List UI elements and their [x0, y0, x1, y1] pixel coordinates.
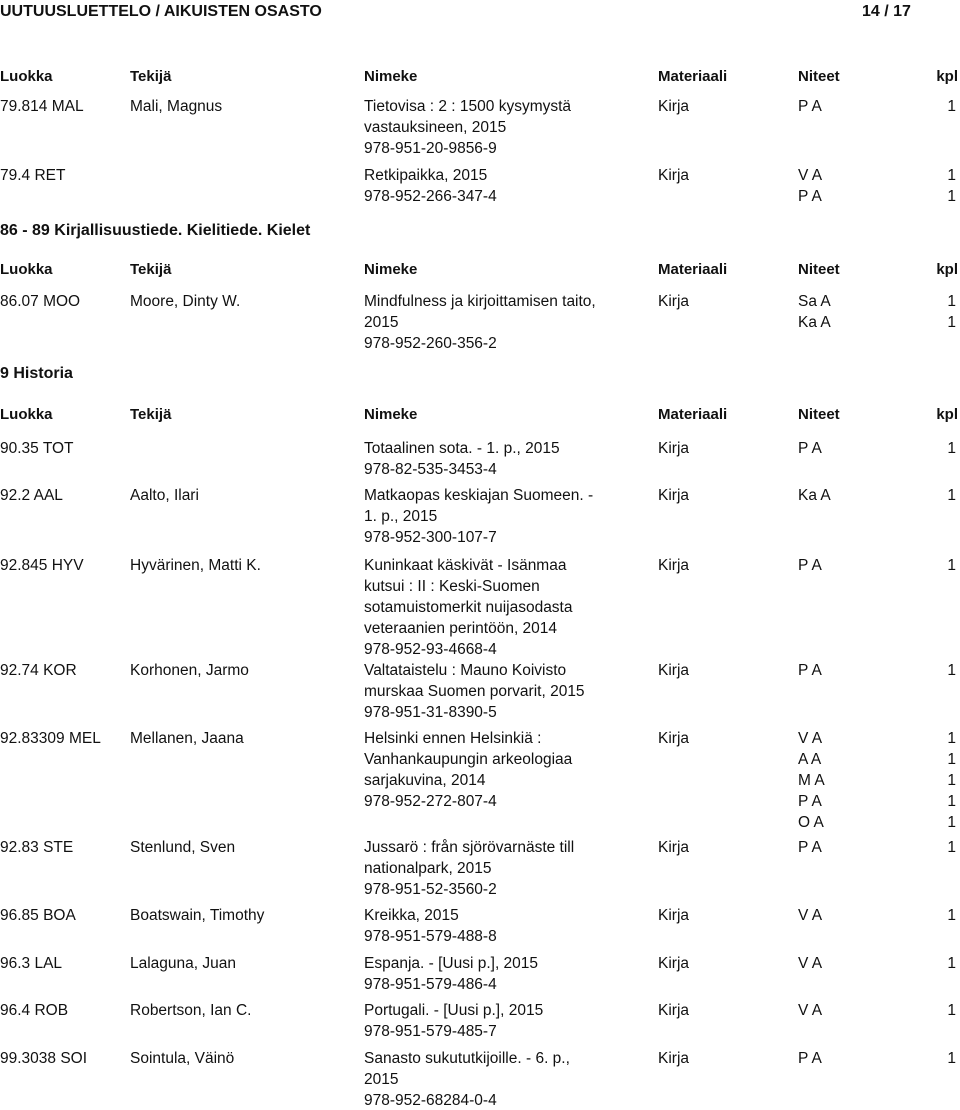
cell-kpl: 1 [947, 751, 956, 768]
cell-materiaali: Kirja [658, 98, 690, 115]
cell-luokka: 92.74 KOR [0, 662, 77, 679]
cell-nimeke-line: Retkipaikka, 2015 [364, 167, 488, 184]
cell-niteet: P A [798, 793, 822, 810]
cell-nimeke-line: 978-952-272-807-4 [364, 793, 497, 810]
cell-nimeke-line: 978-951-579-488-8 [364, 928, 497, 945]
column-header-niteet: Niteet [798, 406, 840, 423]
cell-nimeke-line: 978-951-20-9856-9 [364, 140, 497, 157]
cell-kpl: 1 [947, 188, 956, 205]
cell-nimeke-line: Mindfulness ja kirjoittamisen taito, [364, 293, 596, 310]
column-header-materiaali: Materiaali [658, 261, 728, 278]
cell-materiaali: Kirja [658, 839, 690, 856]
cell-nimeke-line: Kreikka, 2015 [364, 907, 459, 924]
cell-nimeke-line: 978-951-579-486-4 [364, 976, 497, 993]
cell-kpl: 1 [947, 772, 956, 789]
cell-niteet: V A [798, 167, 823, 184]
cell-nimeke-line: 978-952-260-356-2 [364, 335, 497, 352]
cell-materiaali: Kirja [658, 730, 690, 747]
cell-kpl: 1 [947, 557, 956, 574]
cell-tekija: Boatswain, Timothy [130, 907, 265, 924]
cell-nimeke-line: 978-951-52-3560-2 [364, 881, 497, 898]
cell-luokka: 92.845 HYV [0, 557, 84, 574]
column-header-tekija: Tekijä [130, 261, 172, 278]
cell-nimeke-line: sotamuistomerkit nuijasodasta [364, 599, 573, 616]
column-header-luokka: Luokka [0, 406, 53, 423]
column-header-tekija: Tekijä [130, 406, 172, 423]
cell-nimeke-line: 978-952-93-4668-4 [364, 641, 497, 658]
cell-luokka: 92.83 STE [0, 839, 74, 856]
cell-tekija: Hyvärinen, Matti K. [130, 557, 261, 574]
cell-nimeke-line: 2015 [364, 314, 399, 331]
cell-kpl: 1 [947, 730, 956, 747]
cell-kpl: 1 [947, 662, 956, 679]
cell-tekija: Sointula, Väinö [130, 1050, 235, 1067]
cell-tekija: Mellanen, Jaana [130, 730, 244, 747]
cell-nimeke-line: vastauksineen, 2015 [364, 119, 507, 136]
column-header-kpl: kpl [936, 261, 958, 278]
column-header-nimeke: Nimeke [364, 261, 418, 278]
cell-kpl: 1 [947, 487, 956, 504]
cell-nimeke-line: Espanja. - [Uusi p.], 2015 [364, 955, 539, 972]
cell-kpl: 1 [947, 793, 956, 810]
cell-nimeke-line: veteraanien perintöön, 2014 [364, 620, 558, 637]
cell-luokka: 96.85 BOA [0, 907, 76, 924]
cell-nimeke-line: nationalpark, 2015 [364, 860, 492, 877]
cell-niteet: M A [798, 772, 825, 789]
cell-kpl: 1 [947, 955, 956, 972]
cell-nimeke-line: Tietovisa : 2 : 1500 kysymystä [364, 98, 572, 115]
cell-luokka: 79.814 MAL [0, 98, 84, 115]
cell-nimeke-line: 978-951-31-8390-5 [364, 704, 497, 721]
cell-materiaali: Kirja [658, 955, 690, 972]
cell-materiaali: Kirja [658, 1050, 690, 1067]
cell-nimeke-line: Sanasto sukututkijoille. - 6. p., [364, 1050, 570, 1067]
cell-luokka: 92.2 AAL [0, 487, 63, 504]
column-header-nimeke: Nimeke [364, 68, 418, 85]
cell-kpl: 1 [947, 907, 956, 924]
cell-kpl: 1 [947, 167, 956, 184]
cell-nimeke-line: 978-952-300-107-7 [364, 529, 497, 546]
column-header-luokka: Luokka [0, 261, 53, 278]
cell-niteet: Ka A [798, 487, 831, 504]
cell-nimeke-line: Matkaopas keskiajan Suomeen. - [364, 487, 594, 504]
cell-luokka: 99.3038 SOI [0, 1050, 88, 1067]
cell-tekija: Aalto, Ilari [130, 487, 199, 504]
cell-materiaali: Kirja [658, 293, 690, 310]
cell-tekija: Lalaguna, Juan [130, 955, 237, 972]
cell-nimeke-line: 2015 [364, 1071, 399, 1088]
cell-nimeke-line: Valtataistelu : Mauno Koivisto [364, 662, 567, 679]
cell-nimeke-line: 978-82-535-3453-4 [364, 461, 497, 478]
cell-materiaali: Kirja [658, 662, 690, 679]
cell-materiaali: Kirja [658, 557, 690, 574]
cell-niteet: P A [798, 98, 822, 115]
cell-niteet: P A [798, 662, 822, 679]
column-header-niteet: Niteet [798, 68, 840, 85]
cell-niteet: V A [798, 907, 823, 924]
cell-nimeke-line: 1. p., 2015 [364, 508, 438, 525]
cell-kpl: 1 [947, 98, 956, 115]
cell-materiaali: Kirja [658, 440, 690, 457]
cell-luokka: 96.4 ROB [0, 1002, 69, 1019]
cell-nimeke-line: murskaa Suomen porvarit, 2015 [364, 683, 585, 700]
cell-niteet: O A [798, 814, 824, 831]
cell-nimeke-line: Helsinki ennen Helsinkiä : [364, 730, 542, 747]
column-header-materiaali: Materiaali [658, 68, 728, 85]
cell-nimeke-line: Portugali. - [Uusi p.], 2015 [364, 1002, 544, 1019]
column-header-kpl: kpl [936, 406, 958, 423]
cell-niteet: P A [798, 557, 822, 574]
cell-luokka: 79.4 RET [0, 167, 66, 184]
cell-materiaali: Kirja [658, 907, 690, 924]
cell-niteet: P A [798, 1050, 822, 1067]
page-number: 14 / 17 [862, 3, 911, 20]
cell-nimeke-line: sarjakuvina, 2014 [364, 772, 486, 789]
cell-niteet: V A [798, 1002, 823, 1019]
cell-materiaali: Kirja [658, 1002, 690, 1019]
cell-niteet: P A [798, 839, 822, 856]
cell-tekija: Stenlund, Sven [130, 839, 236, 856]
cell-nimeke-line: 978-951-579-485-7 [364, 1023, 497, 1040]
section-heading: 9 Historia [0, 365, 73, 382]
cell-nimeke-line: Kuninkaat käskivät - Isänmaa [364, 557, 567, 574]
cell-niteet: A A [798, 751, 822, 768]
cell-tekija: Mali, Magnus [130, 98, 223, 115]
cell-niteet: Ka A [798, 314, 831, 331]
cell-nimeke-line: Vanhankaupungin arkeologiaa [364, 751, 573, 768]
column-header-luokka: Luokka [0, 68, 53, 85]
section-heading: 86 - 89 Kirjallisuustiede. Kielitiede. Kielet [0, 222, 311, 239]
cell-nimeke-line: kutsui : II : Keski-Suomen [364, 578, 540, 595]
cell-luokka: 86.07 MOO [0, 293, 81, 310]
cell-nimeke-line: 978-952-266-347-4 [364, 188, 497, 205]
cell-kpl: 1 [947, 440, 956, 457]
cell-niteet: V A [798, 730, 823, 747]
column-header-nimeke: Nimeke [364, 406, 418, 423]
cell-tekija: Korhonen, Jarmo [130, 662, 249, 679]
cell-nimeke-line: Jussarö : från sjörövarnäste till [364, 839, 575, 856]
cell-niteet: V A [798, 955, 823, 972]
cell-tekija: Robertson, Ian C. [130, 1002, 252, 1019]
cell-nimeke-line: 978-952-68284-0-4 [364, 1092, 497, 1109]
cell-kpl: 1 [947, 1002, 956, 1019]
cell-niteet: P A [798, 188, 822, 205]
cell-niteet: Sa A [798, 293, 831, 310]
cell-kpl: 1 [947, 839, 956, 856]
cell-nimeke-line: Totaalinen sota. - 1. p., 2015 [364, 440, 560, 457]
cell-kpl: 1 [947, 293, 956, 310]
cell-luokka: 92.83309 MEL [0, 730, 101, 747]
column-header-kpl: kpl [936, 68, 958, 85]
cell-luokka: 96.3 LAL [0, 955, 63, 972]
column-header-tekija: Tekijä [130, 68, 172, 85]
cell-kpl: 1 [947, 314, 956, 331]
cell-luokka: 90.35 TOT [0, 440, 74, 457]
cell-niteet: P A [798, 440, 822, 457]
cell-kpl: 1 [947, 1050, 956, 1067]
cell-materiaali: Kirja [658, 167, 690, 184]
cell-tekija: Moore, Dinty W. [130, 293, 241, 310]
column-header-materiaali: Materiaali [658, 406, 728, 423]
cell-materiaali: Kirja [658, 487, 690, 504]
cell-kpl: 1 [947, 814, 956, 831]
column-header-niteet: Niteet [798, 261, 840, 278]
page-title: UUTUUSLUETTELO / AIKUISTEN OSASTO [0, 3, 322, 20]
